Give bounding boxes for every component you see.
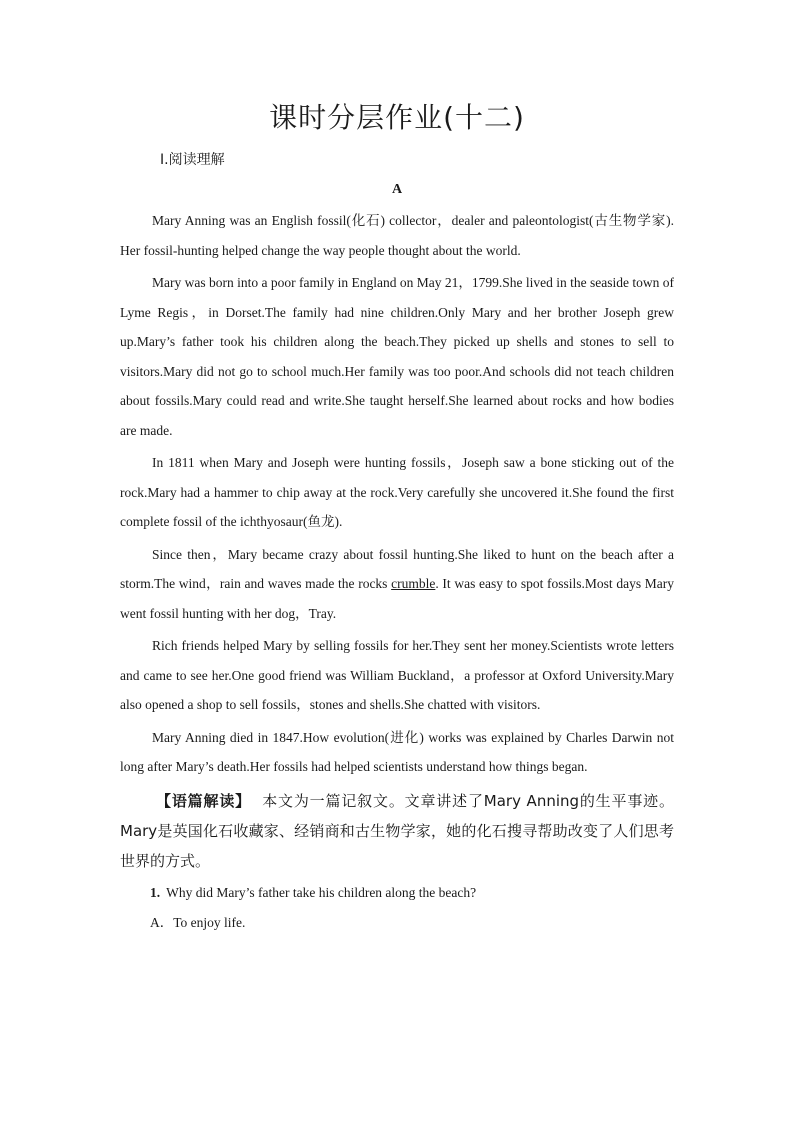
passage-paragraph-5: Rich friends helped Mary by selling fossils for her.They sent her money.Scientists wrote letters and came to see her.One good friend was William Buckland，a professor at Oxford University.Mary also opened a shop to sell fossils，stones and shells.She chatted with visitors.: [120, 638, 674, 712]
passage-paragraph-3: In 1811 when Mary and Joseph were hunting fossils，Joseph saw a bone sticking out of the rock.Mary had a hammer to chip away at the rock.Very carefully she uncovered it.She found the first complete fossil of the ichthyosaur(鱼龙).: [120, 455, 674, 529]
document-page: [120, 100, 674, 938]
passage-paragraph-4: [120, 540, 674, 629]
question-text: Why did Mary’s father take his children along the beach?: [166, 884, 477, 900]
passage-paragraph-2: Mary was born into a poor family in England on May 21，1799.She lived in the seaside town of Lyme Regis，in Dorset.The family had nine children.Only Mary and her brother Joseph grew up.Mary’s father took his children along the beach.They picked up shells and stones to sell to visitors.Mary did not go to school much.Her family was too poor.And schools did not teach children about fossils.Mary could read and write.She taught herself.She learned about rocks and how bodies are made.: [120, 275, 674, 438]
page-title: 课时分层作业(十二): [269, 101, 525, 134]
question-1: [120, 878, 674, 908]
section-heading: Ⅰ.阅读理解: [160, 152, 225, 168]
option-a: A．To enjoy life.: [150, 914, 246, 930]
analysis-label: 【语篇解读】: [156, 791, 251, 810]
paragraph-4-text-before: Since then，Mary became crazy about fossil hunting.She liked to hunt on the beach after a storm.The wind，rain and waves made the rocks: [120, 546, 674, 591]
paragraph-4-text-after: . It was easy to spot fossils.Most days Mary went fossil hunting with her dog，Tray.: [120, 576, 674, 621]
passage-label: A: [391, 182, 403, 197]
passage-paragraph-6: Mary Anning died in 1847.How evolution(进化) works was explained by Charles Darwin not long after Mary’s death.Her fossils had helped scientists understand how things began.: [120, 729, 674, 774]
underlined-word: crumble: [391, 576, 436, 591]
passage-paragraph-1: Mary Anning was an English fossil(化石) collector，dealer and paleontologist(古生物学家). Her fossil-hunting helped change the way people thought about the world.: [120, 213, 674, 258]
analysis-text: 本文为一篇记叙文。文章讲述了Mary Anning的生平事迹。Mary是英国化石收藏家、经销商和古生物学家，她的化石搜寻帮助改变了人们思考世界的方式。: [120, 791, 674, 870]
question-number: 1.: [150, 884, 161, 900]
passage-analysis: [120, 786, 674, 876]
